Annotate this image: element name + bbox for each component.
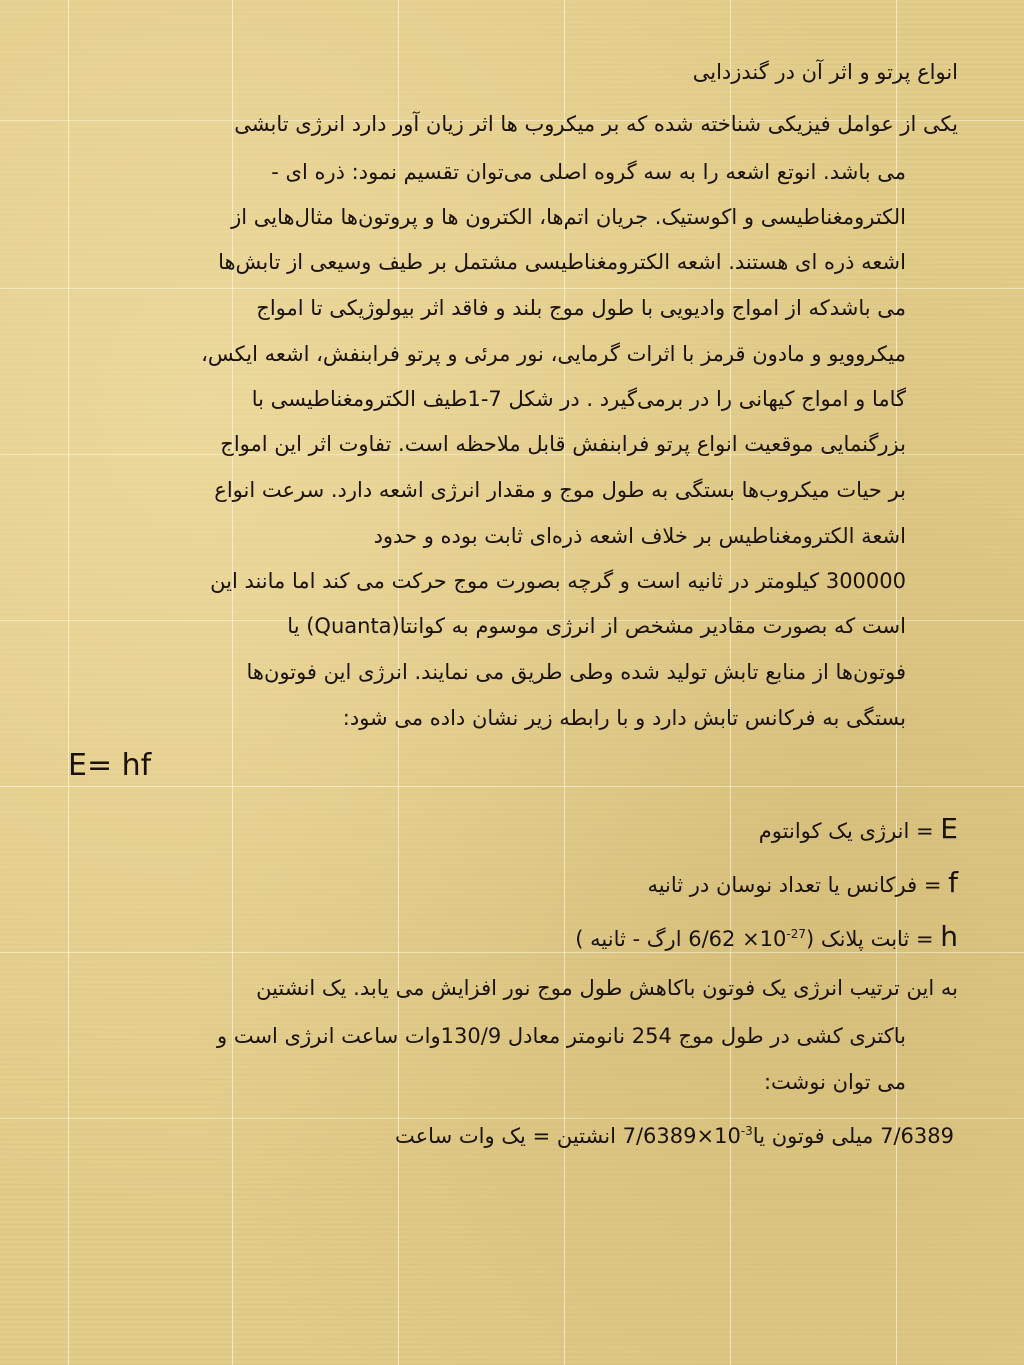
paragraph-line: باکتری کشی در طول موج 254 نانومتر معادل 130/9وات ساعت انرژی است و [217, 1024, 906, 1048]
definition-text: × 6/62 ارگ - ثانیه ) [575, 927, 760, 951]
paragraph-line: می باشدکه از امواج وادیویی با طول موج بلند و فاقد اثر بیولوژیکی تا امواج [256, 296, 906, 320]
paragraph-line: به این ترتیب انرژی یک فوتون باکاهش طول موج نور افزایش می یابد. یک انشتین [256, 976, 958, 1000]
grid-line [0, 1118, 1024, 1119]
definition-text: = فرکانس یا تعداد نوسان در ثانیه [647, 873, 942, 897]
definition-e [759, 812, 958, 845]
definition-f [647, 866, 958, 899]
grid-line [0, 786, 1024, 787]
energy-equation: E= hf [68, 748, 152, 783]
definition-h [575, 920, 958, 953]
paragraph-line: بر حیات میکروب‌ها بستگی به طول موج و مقدار انرژی اشعه دارد. سرعت انواع [214, 478, 906, 502]
paragraph-line: میکروویو و مادون قرمز با اثرات گرمایی، نور مرئی و پرتو فرابنفش، اشعه ایکس، [201, 342, 906, 366]
paragraph-line: اشعه ذره ای هستند. اشعه الکترومغناطیسی مشتمل بر طیف وسیعی از تابش‌ها [218, 250, 906, 274]
page-title: انواع پرتو و اثر آن در گندزدایی [692, 60, 958, 84]
paragraph-line: بستگی به فرکانس تابش دارد و با رابطه زیر نشان داده می شود: [342, 706, 906, 730]
grid-line [0, 288, 1024, 289]
symbol-f: f [948, 866, 958, 899]
power-of-ten [760, 927, 806, 951]
power-of-ten [714, 1124, 753, 1148]
grid-line [68, 0, 69, 1365]
exponent-base: 10 [714, 1124, 741, 1148]
paragraph-line: بزرگنمایی موقعیت انواع پرتو فرابنفش قابل ملاحظه است. تفاوت اثر این امواج [220, 432, 906, 456]
paragraph-line: گاما و امواج کیهانی را در برمی‌گیرد . در شکل 7-1طیف الکترومغناطیسی با [251, 387, 906, 411]
relation-part: 7/6389 میلی فوتون یا [752, 1124, 954, 1148]
final-relation [395, 1124, 954, 1148]
paragraph-line: 300000 کیلومتر در ثانیه است و گرچه بصورت موج حرکت می کند اما مانند این [210, 569, 906, 593]
paragraph-line: یکی از عوامل فیزیکی شناخته شده که بر میکروب ها اثر زیان آور دارد انرژی تابشی [234, 112, 958, 136]
paragraph-line: می توان نوشت: [763, 1070, 906, 1094]
definition-text: = انرژی یک کوانتوم [758, 819, 934, 843]
exponent: -3 [740, 1124, 753, 1138]
relation-part: ×7/6389 انشتین = یک وات ساعت [395, 1124, 715, 1148]
symbol-e: E [940, 812, 958, 845]
exponent: -27 [786, 927, 807, 941]
paragraph-line: اشعة الکترومغناطیس بر خلاف اشعه ذره‌ای ثابت بوده و حدود [373, 524, 906, 548]
paragraph-line: الکترومغناطیسی و اکوستیک. جریان اتم‌ها، الکترون ها و پروتون‌ها مثال‌هایی از [231, 205, 906, 229]
paragraph-line: می باشد. انوتع اشعه را به سه گروه اصلی می‌توان تقسیم نمود: ذره ای - [271, 160, 906, 184]
paragraph-line: فوتون‌ها از منابع تابش تولید شده وطی طریق می نمایند. انرژی این فوتون‌ها [246, 660, 906, 684]
exponent-base: 10 [759, 927, 787, 951]
paragraph-line: است که بصورت مقادیر مشخص از انرژی موسوم به کوانتا(Quanta) یا [287, 614, 906, 638]
definition-text: = ثابت پلانک ( [806, 927, 934, 951]
symbol-h: h [940, 920, 958, 953]
